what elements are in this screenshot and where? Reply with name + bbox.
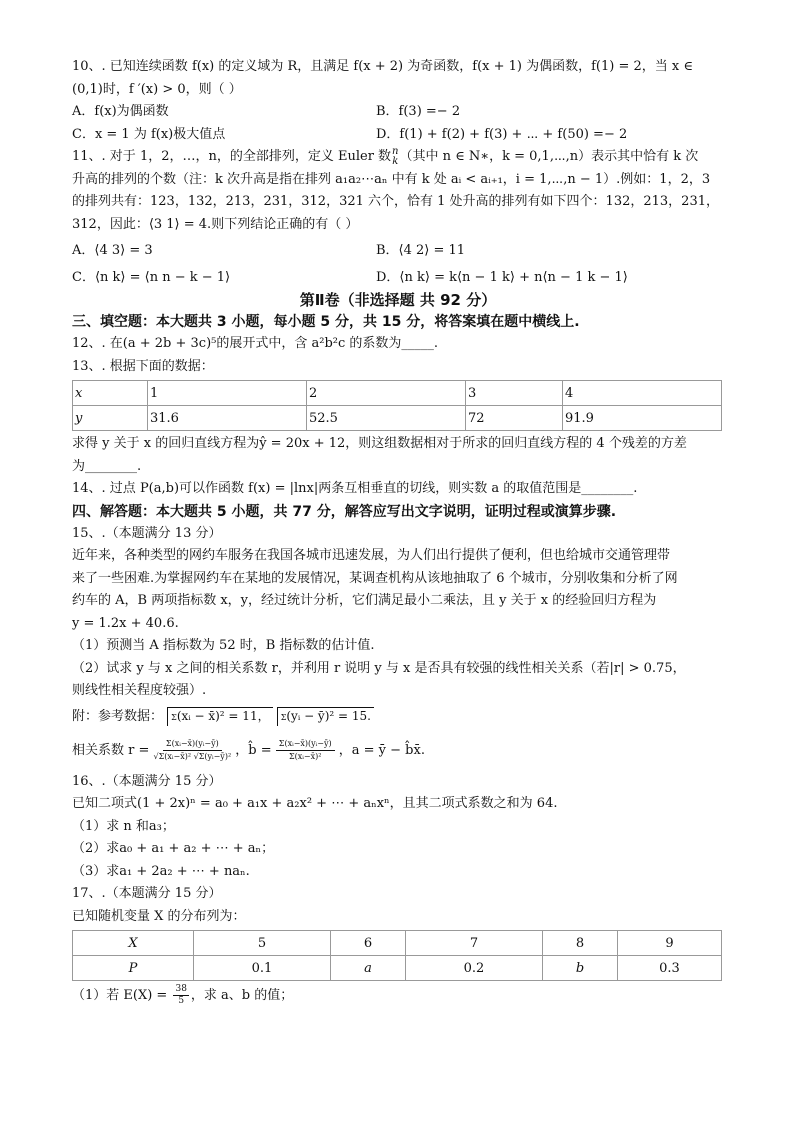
table-cell: X [73,931,194,956]
table-cell: 6 [331,931,406,956]
q10-option-d: D．f(1) + f(2) + f(3) + ⋯ + f(50) =− 2 [376,126,628,142]
corr-fraction [154,738,232,763]
q16-head: 16、.（本题满分 15 分） [72,773,222,789]
q13-line1: 求得 y 关于 x 的回归直线方程为ŷ = 20x + 12，则这组数据相对于所求的回归直线方程的 4 个残差的方差 [72,436,687,451]
table-cell: 72 [466,406,563,431]
q15-sub2: （2）试求 y 与 x 之间的相关系数 r，并利用 r 说明 y 与 x 是否具有较强的线性相关关系（若|r| > 0.75， [72,660,686,676]
table-cell: 2 [307,381,466,406]
q13-line2: 为________. [72,458,142,474]
q15-ref-sqrt1: Σ(xᵢ − x̄)² = 11， [167,707,272,726]
table-cell: 0.3 [618,956,722,981]
q17-table [72,930,722,981]
q13-table-row-y [73,406,722,431]
q15-p1: 近年来，各种类型的网约车服务在我国各城市迅速发展，为人们出行提供了便利，但也给城市交通管理带 [72,548,671,563]
q10-option-c: C．x = 1 为 f(x)极大值点 [72,126,226,142]
table-cell: 4 [563,381,722,406]
q13-stem: 13、. 根据下面的数据： [72,358,214,374]
q17-numerator: 38 [175,984,187,994]
q16-stem: 已知二项式(1 + 2x)ⁿ = a₀ + a₁x + a₂x² + ⋯ + aₙxⁿ，且其二项式系数之和为 64. [72,796,558,811]
table-cell: b [543,956,618,981]
section3-title: 三、填空题：本大题共 3 小题，每小题 5 分，共 15 分，将答案填在题中横线上. [72,314,580,330]
table-cell: 9 [618,931,722,956]
q15-reference [72,703,724,731]
q17-stem: 已知随机变量 X 的分布列为： [72,908,246,924]
b-fraction [276,738,335,763]
q11-options-cd [72,267,724,290]
table-cell: x [73,381,148,406]
q13-table [72,380,722,431]
table-cell: 0.1 [194,956,331,981]
q17-table-row-x [73,931,722,956]
q11-line1 [72,146,724,169]
q10-options-cd [72,124,724,147]
q14: 14、. 过点 P(a,b)可以作函数 f(x) = |lnx|两条互相垂直的切线，则实数 a 的取值范围是________. [72,481,638,496]
table-cell: 91.9 [563,406,722,431]
q15-sub2b: 则线性相关程度较强）. [72,683,207,698]
q12: 12、. 在(a + 2b + 3c)⁵的展开式中，含 a²b²c 的系数为_____. [72,336,439,351]
q10-line2: (0,1)时，f ′(x) > 0，则（ ） [72,81,242,97]
q16-sub3: （3）求a₁ + 2a₂ + ⋯ + naₙ. [72,863,250,879]
q15-head: 15、.（本题满分 13 分） [72,525,222,541]
q15-ref2: (yᵢ − ȳ)² = 15. [286,708,371,723]
table-cell: y [73,406,148,431]
q17-sub1-a: （1）若 E(X) = [72,988,168,1003]
b-label: ，b̂ = [235,742,272,758]
q11-options-ab [72,240,724,263]
q13-table-row-x [73,381,722,406]
b-numerator: Σ(xᵢ−x̄)(yᵢ−ȳ) [276,738,335,751]
exam-page [72,56,724,1009]
b-denominator: Σ(xᵢ−x̄)² [288,751,322,761]
q15-ref-sqrt2: Σ(yᵢ − ȳ)² = 15. [277,707,374,726]
q11-line2: 升高的排列的个数（注：k 次升高是指在排列 a₁a₂⋯aₙ 中有 k 处 aᵢ < aᵢ₊₁，i = 1,⋯,n − 1）.例如：1，2，3 [72,171,711,187]
corr-denominator: √Σ(xᵢ−x̄)² √Σ(yᵢ−ȳ)² [153,751,232,761]
q15-sub1: （1）预测当 A 指标数为 52 时，B 指标数的估计值. [72,638,375,653]
q17-sub1-b: ，求 a、b 的值； [190,988,294,1003]
q10-option-b: B．f(3) =− 2 [376,104,461,119]
table-cell: 5 [194,931,331,956]
q10-line1: 10、. 已知连续函数 f(x) 的定义域为 R，且满足 f(x + 2) 为奇函数，f(x + 1) 为偶函数，f(1) = 2，当 x ∈ [72,59,693,74]
corr-numerator: Σ(xᵢ−x̄)(yᵢ−ȳ) [163,738,222,751]
q17-head: 17、.（本题满分 15 分） [72,886,222,901]
q15-p4: y = 1.2x + 40.6. [72,615,179,631]
q11-line1-a: 11、. 对于 1，2，…，n，的全部排列，定义 Euler 数 [72,149,392,164]
q15-p3: 约车的 A，B 两项指标数 x，y，经过统计分析，它们满足最小二乘法，且 y 关于 x 的经验回归方程为 [72,593,657,608]
q11-option-b: B．⟨4 2⟩ = 11 [376,243,466,258]
table-cell: 52.5 [307,406,466,431]
table-cell: 3 [466,381,563,406]
a-formula: ，a = ȳ − b̂x̄. [338,742,425,758]
table-cell: 0.2 [406,956,543,981]
q11-option-a: A．⟨4 3⟩ = 3 [72,243,153,258]
q15-formulas [72,731,724,771]
q10-options-ab [72,101,724,124]
q11-line3: 的排列共有：123，132，213，231，312，321 六个，恰有 1 处升高的排列有如下四个：132，213，231， [72,194,719,209]
table-cell: a [331,956,406,981]
q15-ref-label: 附：参考数据： [72,708,164,724]
section4-title: 四、解答题：本大题共 5 小题，共 77 分，解答应写出文字说明，证明过程或演算步骤. [72,503,617,520]
q11-option-d: D．⟨n k⟩ = k⟨n − 1 k⟩ + n⟨n − 1 k − 1⟩ [376,269,628,285]
q16-sub2: （2）求a₀ + a₁ + a₂ + ⋯ + aₙ； [72,841,275,856]
corr-label: 相关系数 r = [72,742,150,758]
q11-line1-b: （其中 n ∈ N∗，k = 0,1,⋯,n）表示其中恰有 k 次 [399,149,699,164]
q11-option-c: C．⟨n k⟩ = ⟨n n − k − 1⟩ [72,269,231,285]
q17-table-row-p [73,956,722,981]
table-cell: 7 [406,931,543,956]
q17-fraction [173,984,188,1007]
table-cell: 8 [543,931,618,956]
q11-line4: 312，因此：⟨3 1⟩ = 4.则下列结论正确的有（ ） [72,216,359,232]
q16-sub1: （1）求 n 和a₃； [72,818,175,834]
table-cell: 31.6 [148,406,307,431]
part2-title: 第Ⅱ卷（非选择题 共 92 分） [299,291,497,309]
q17-sub1 [72,983,724,1009]
euler-symbol: n k [392,145,399,167]
q10-option-a: A．f(x)为偶函数 [72,104,169,119]
table-cell: 1 [148,381,307,406]
q17-denominator: 5 [178,996,185,1006]
q15-ref1: (xᵢ − x̄)² = 11， [176,708,270,723]
q15-p2: 来了一些困难.为掌握网约车在某地的发展情况，某调查机构从该地抽取了 6 个城市，分别收集和分析了网 [72,570,678,586]
table-cell: P [73,956,194,981]
